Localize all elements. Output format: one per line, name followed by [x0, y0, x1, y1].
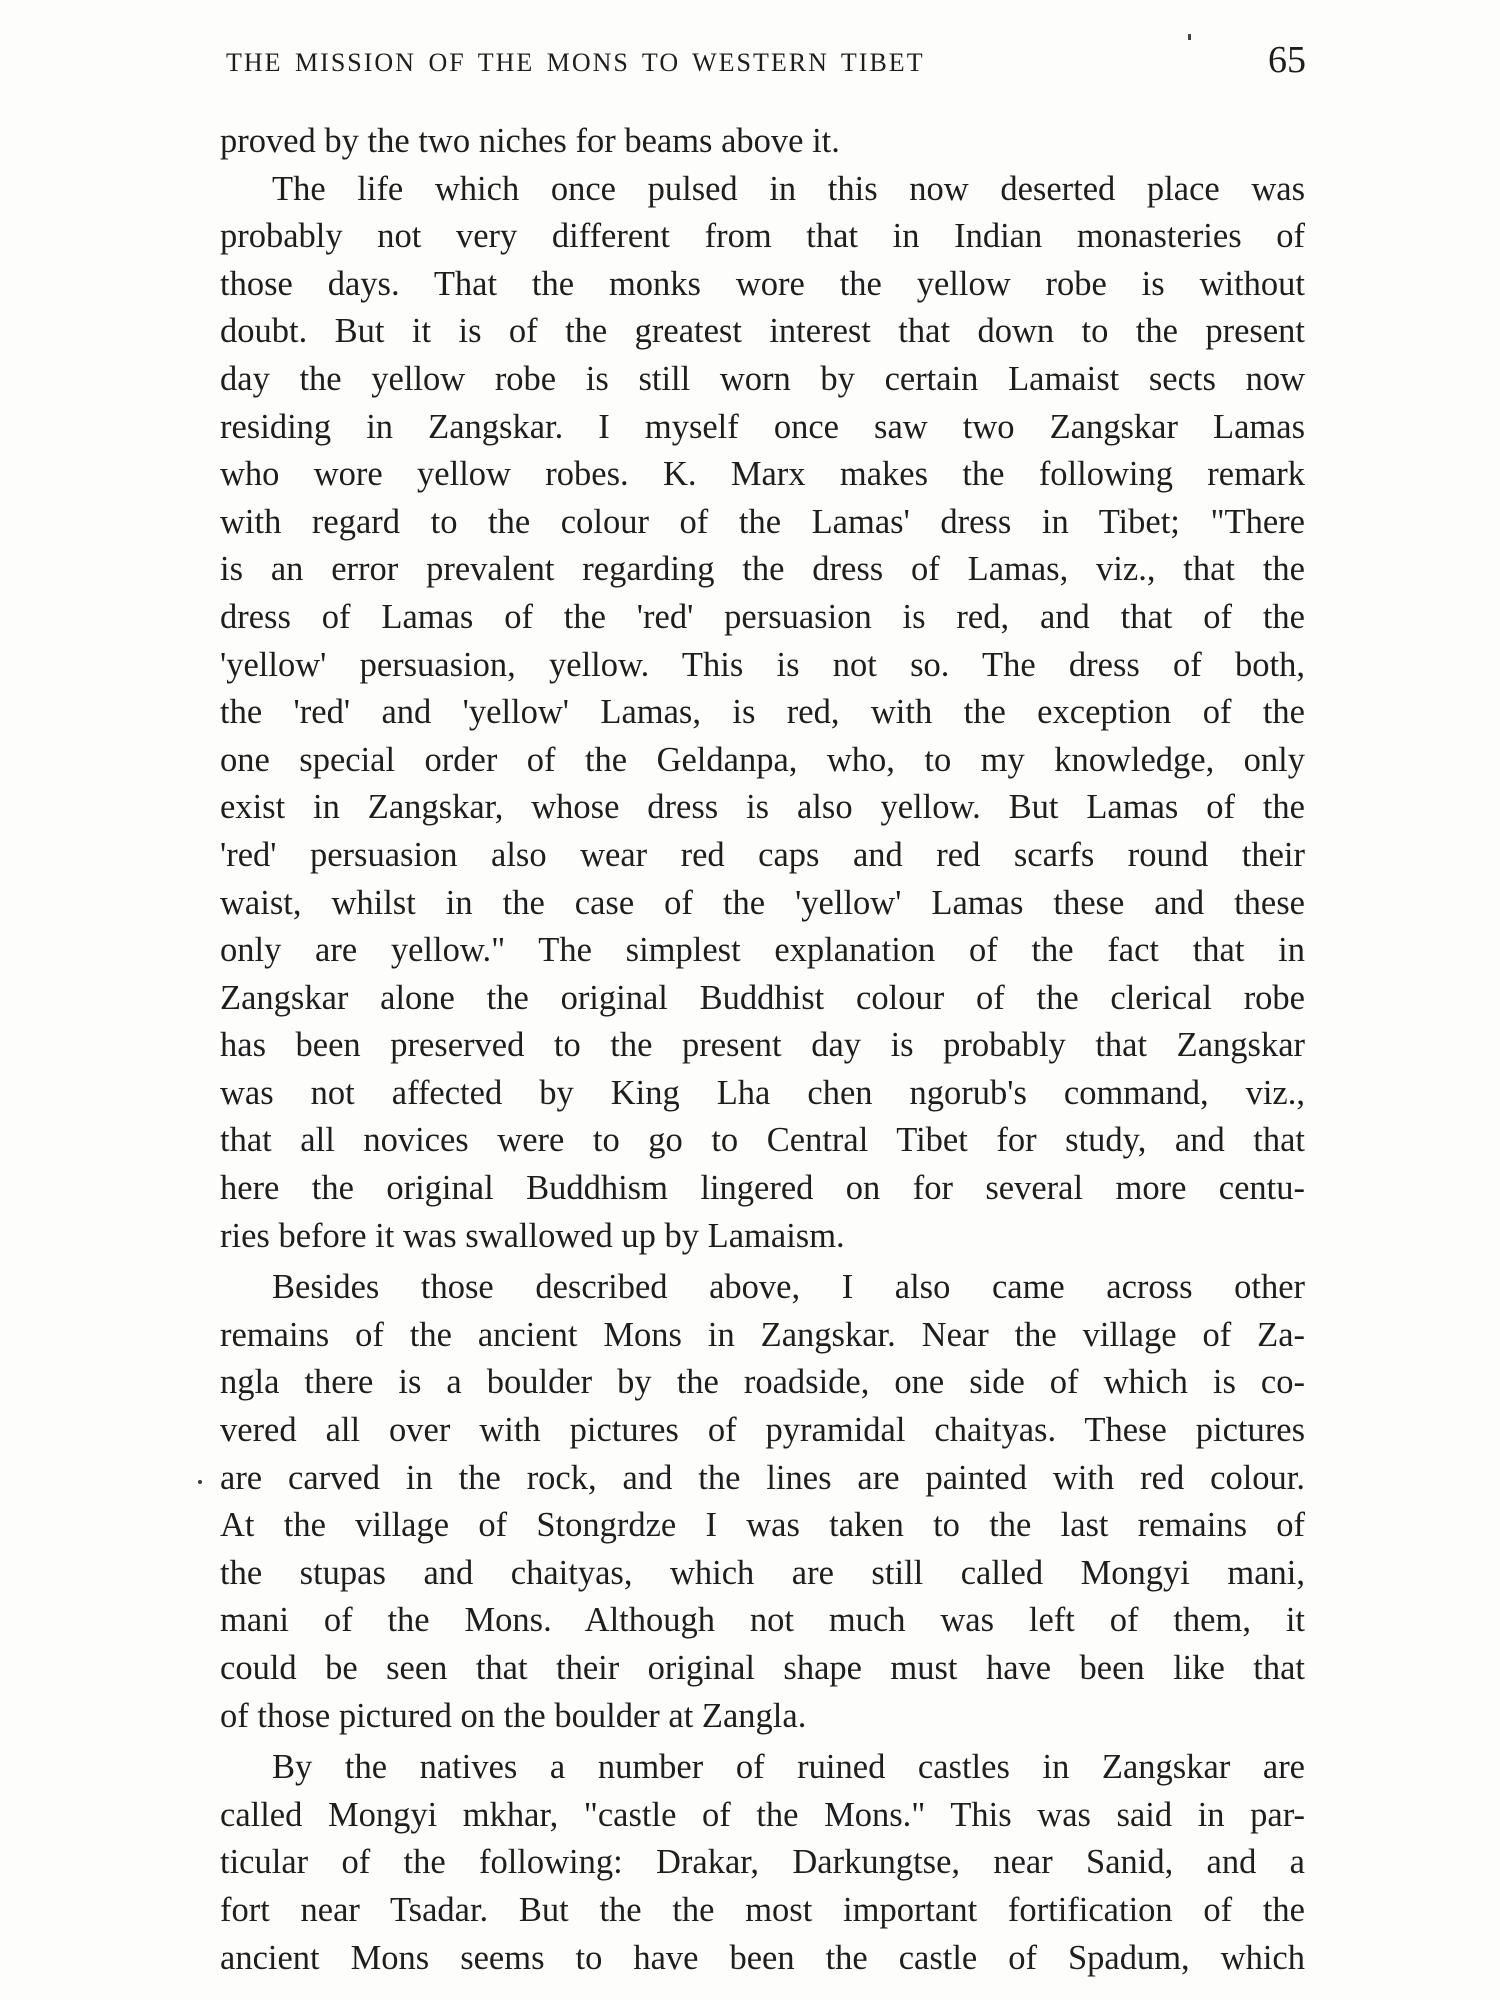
text-line: is an error prevalent regarding the dress of Lamas, viz., that the	[220, 550, 1305, 589]
text-line: called Mongyi mkhar, "castle of the Mons." This was said in par-	[220, 1795, 1305, 1834]
text-line: probably not very different from that in Indian monasteries of	[220, 217, 1305, 256]
text-line: has been preserved to the present day is probably that Zangskar	[220, 1026, 1305, 1065]
text-line: residing in Zangskar. I myself once saw two Zangskar Lamas	[220, 407, 1305, 446]
text-line: 'red' persuasion also wear red caps and red scarfs round their	[220, 835, 1305, 874]
text-line: At the village of Stongrdze I was taken to the last remains of	[220, 1506, 1305, 1545]
text-line: doubt. But it is of the greatest interest that down to the present	[220, 312, 1305, 351]
text-line: could be seen that their original shape must have been like that	[220, 1649, 1305, 1687]
text-line: that all novices were to go to Central Tibet for study, and that	[220, 1121, 1305, 1160]
body-text	[220, 118, 1305, 1982]
text-line: waist, whilst in the case of the 'yellow' Lamas these and these	[220, 883, 1305, 922]
text-line: are carved in the rock, and the lines are painted with red colour.	[220, 1458, 1305, 1497]
text-line: By the natives a number of ruined castles in Zangskar are	[272, 1748, 1305, 1787]
text-line: ancient Mons seems to have been the castle of Spadum, which	[220, 1938, 1305, 1977]
text-line: day the yellow robe is still worn by certain Lamaist sects now	[220, 359, 1305, 398]
paragraph	[220, 118, 1305, 166]
text-line: here the original Buddhism lingered on for several more centu-	[220, 1169, 1305, 1208]
running-title: THE MISSION OF THE MONS TO WESTERN TIBET	[226, 48, 925, 77]
text-line: ngla there is a boulder by the roadside, one side of which is co-	[220, 1363, 1305, 1402]
text-line: remains of the ancient Mons in Zangskar. Near the village of Za-	[220, 1315, 1305, 1354]
text-line: The life which once pulsed in this now deserted place was	[272, 169, 1305, 208]
text-line: of those pictured on the boulder at Zangla.	[220, 1696, 807, 1735]
paragraph	[220, 1744, 1305, 1982]
text-line: the 'red' and 'yellow' Lamas, is red, with the exception of the	[220, 693, 1305, 732]
text-line: vered all over with pictures of pyramidal chaityas. These pictures	[220, 1411, 1305, 1450]
running-head	[226, 38, 1306, 98]
text-line: ries before it was swallowed up by Lamaism.	[220, 1216, 845, 1255]
text-line: only are yellow." The simplest explanation of the fact that in	[220, 931, 1305, 970]
text-line: was not affected by King Lha chen ngorub's command, viz.,	[220, 1073, 1305, 1112]
paragraph	[220, 1264, 1305, 1740]
text-line: those days. That the monks wore the yellow robe is without	[220, 264, 1305, 303]
ink-speck	[1188, 34, 1191, 40]
paragraph	[220, 166, 1305, 1261]
text-line: 'yellow' persuasion, yellow. This is not so. The dress of both,	[220, 645, 1305, 684]
text-line: Besides those described above, I also came across other	[272, 1268, 1305, 1307]
text-line: exist in Zangskar, whose dress is also yellow. But Lamas of the	[220, 788, 1305, 827]
text-line: fort near Tsadar. But the the most important fortification of the	[220, 1890, 1305, 1929]
text-line: who wore yellow robes. K. Marx makes the following remark	[220, 455, 1305, 494]
text-line: Zangskar alone the original Buddhist colour of the clerical robe	[220, 978, 1305, 1017]
page-number: 65	[1268, 39, 1306, 81]
text-line: one special order of the Geldanpa, who, to my knowledge, only	[220, 740, 1305, 779]
text-line: dress of Lamas of the 'red' persuasion is red, and that of the	[220, 597, 1305, 636]
text-line: proved by the two niches for beams above it.	[220, 122, 840, 160]
text-line: with regard to the colour of the Lamas' dress in Tibet; "There	[220, 502, 1305, 541]
margin-ink-dot	[198, 1480, 202, 1484]
text-line: mani of the Mons. Although not much was left of them, it	[220, 1601, 1305, 1640]
text-line: ticular of the following: Drakar, Darkungtse, near Sanid, and a	[220, 1843, 1305, 1882]
text-line: the stupas and chaityas, which are still called Mongyi mani,	[220, 1553, 1305, 1592]
